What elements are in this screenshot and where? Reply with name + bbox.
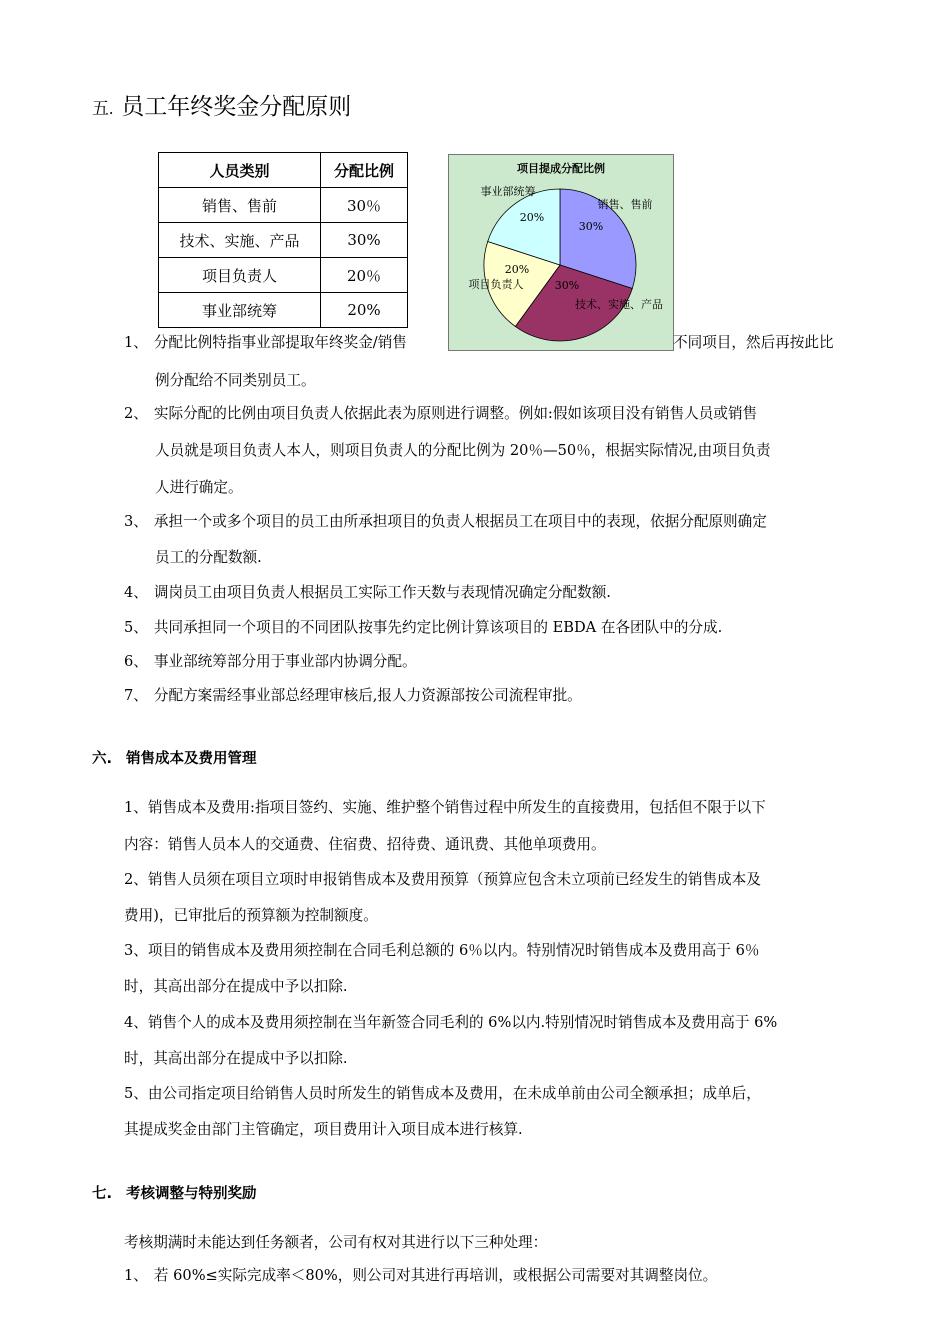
pie-category-label: 事业部统筹 [480, 185, 536, 198]
table-row [159, 188, 408, 223]
pie-value-label: 30% [554, 279, 580, 292]
pie-value-label: 20% [519, 211, 545, 224]
item-text: 若 60%≤实际完成率＜80%，则公司对其进行再培训，或根据公司需要对其调整岗位。 [153, 1267, 718, 1284]
paragraph-line: 4、销售个人的成本及费用须控制在当年新签合同毛利的 6%以内.特别情况时销售成本及费用高于 6% [124, 1014, 778, 1031]
section-6-heading [92, 747, 257, 768]
paragraph-line: 5、由公司指定项目给销售人员时所发生的销售成本及费用，在未成单前由公司全额承担；成单后， [124, 1085, 761, 1102]
table-cell: 事业部统筹 [159, 293, 321, 328]
section-number: 五. [92, 99, 114, 118]
list-item [124, 333, 407, 353]
pie-category-label: 销售、售前 [597, 198, 653, 211]
item-text: 共同承担同一个项目的不同团队按事先约定比例计算该项目的 EBDA 在各团队中的分成. [153, 619, 723, 636]
paragraph-line: 费用)，已审批后的预算额为控制额度。 [124, 907, 378, 924]
item-text: 实际分配的比例由项目负责人依据此表为原则进行调整。例如:假如该项目没有销售人员或销售 [153, 405, 758, 422]
section-number: 七. [92, 1186, 113, 1202]
section-title: 销售成本及费用管理 [126, 751, 257, 767]
paragraph-line: 考核期满时未能达到任务额者，公司有权对其进行以下三种处理： [124, 1234, 548, 1251]
section-title: 员工年终奖金分配原则 [121, 94, 352, 120]
item-text-continued: 不同项目，然后再按此比 [673, 334, 834, 351]
paragraph-line: 时，其高出部分在提成中予以扣除. [124, 978, 348, 995]
section-7-heading [92, 1182, 257, 1203]
paragraph-line: 2、销售人员须在项目立项时申报销售成本及费用预算（预算应包含未立项前已经发生的销售成本及 [124, 871, 761, 888]
table-header: 人员类别 [159, 153, 321, 188]
table-cell: 30% [321, 223, 408, 258]
list-item [124, 404, 757, 424]
item-number: 2、 [124, 405, 148, 422]
item-text: 例分配给不同类别员工。 [155, 372, 316, 389]
item-text: 分配方案需经事业部总经理审核后,报人力资源部按公司流程审批。 [153, 687, 582, 704]
table-cell: 20％ [321, 258, 408, 293]
item-number: 3、 [124, 513, 148, 530]
paragraph-line: 时，其高出部分在提成中予以扣除. [124, 1050, 348, 1067]
pie-value-label: 20% [504, 263, 530, 276]
item-text: 承担一个或多个项目的员工由所承担项目的负责人根据员工在项目中的表现，依据分配原则确定 [153, 513, 767, 530]
item-number: 6、 [124, 653, 148, 670]
table-cell: 项目负责人 [159, 258, 321, 293]
table-row [159, 258, 408, 293]
section-number: 六. [92, 751, 113, 767]
paragraph-line: 内容：销售人员本人的交通费、住宿费、招待费、通讯费、其他单项费用。 [124, 836, 606, 853]
item-text: 调岗员工由项目负责人根据员工实际工作天数与表现情况确定分配数额. [153, 584, 611, 601]
item-text: 事业部统筹部分用于事业部内协调分配。 [153, 653, 417, 670]
list-item [124, 686, 582, 706]
table-header-row [159, 153, 408, 188]
item-text: 人进行确定。 [155, 479, 243, 496]
list-item [124, 652, 417, 672]
item-number: 1、 [124, 334, 148, 351]
chart-title: 项目提成分配比例 [517, 162, 605, 175]
table-row [159, 293, 408, 328]
item-number: 4、 [124, 584, 148, 601]
section-title: 考核调整与特别奖励 [126, 1186, 257, 1202]
pie-value-label: 30% [578, 220, 604, 233]
pie-chart-box [448, 154, 674, 351]
list-item [124, 583, 611, 603]
allocation-table [158, 152, 408, 328]
table-row [159, 223, 408, 258]
table-cell: 技术、实施、产品 [159, 223, 321, 258]
table-cell: 20% [321, 293, 408, 328]
table-header: 分配比例 [321, 153, 408, 188]
paragraph-line: 3、项目的销售成本及费用须控制在合同毛利总额的 6％以内。特别情况时销售成本及费用高于 6％ [124, 942, 760, 959]
item-number: 1、 [124, 1267, 148, 1284]
item-number: 7、 [124, 687, 148, 704]
table-cell: 销售、售前 [159, 188, 321, 223]
item-text: 人员就是项目负责人本人，则项目负责人的分配比例为 20％—50％，根据实际情况,由项目负责 [155, 442, 771, 459]
pie-chart [449, 155, 673, 350]
item-number: 5、 [124, 619, 148, 636]
pie-category-label: 技术、实施、产品 [575, 298, 663, 311]
list-item [124, 1266, 717, 1286]
item-text: 分配比例特指事业部提取年终奖金/销售 [153, 334, 407, 351]
paragraph-line: 1、销售成本及费用:指项目签约、实施、维护整个销售过程中所发生的直接费用，包括但不限于以下 [124, 799, 766, 816]
pie-category-label: 项目负责人 [468, 278, 524, 291]
table-cell: 30％ [321, 188, 408, 223]
paragraph-line: 其提成奖金由部门主管确定，项目费用计入项目成本进行核算. [124, 1121, 523, 1138]
list-item [124, 512, 767, 532]
item-text: 员工的分配数额. [155, 549, 262, 566]
list-item [124, 618, 722, 638]
section-5-heading [92, 88, 351, 121]
